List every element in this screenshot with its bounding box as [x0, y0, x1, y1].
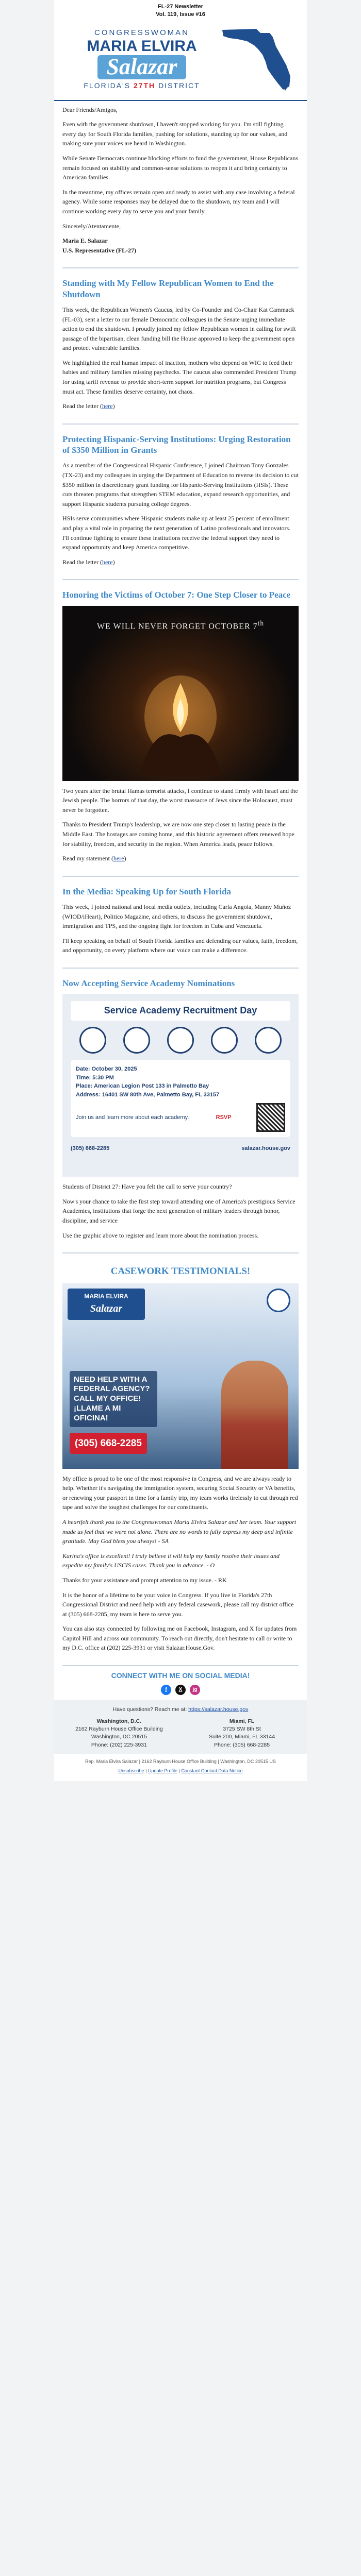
- section-title: Now Accepting Service Academy Nominations: [62, 978, 235, 988]
- data-notice-link[interactable]: Constant Contact Data Notice: [181, 1768, 243, 1773]
- legal-address: Rep. Maria Elvira Salazar | 2162 Rayburn House Office Building | Washington, DC 20515 US: [85, 1758, 276, 1764]
- banner-surname: Salazar: [97, 55, 187, 79]
- legal-links: Unsubscribe | Update Profile | Constant Contact Data Notice: [118, 1768, 243, 1773]
- section-paragraph: We highlighted the real human impact of inaction, mothers who depend on WIC to feed their babies and military families missing paychecks. The caucus also commended President Trump for using tariff revenue to provide short-term support for nutrition programs, but Congress must act. These families deserve certainty, not chaos.: [62, 359, 297, 395]
- read-more-line: Read the letter (here): [62, 558, 115, 566]
- section-paragraph: Two years after the brutal Hamas terrorist attacks, I continue to stand firmly with Israel and the Jewish people. The horrors of that day, the worst massacre of Jews since the Holocaust, must never be forgotten.: [62, 787, 298, 814]
- candle-image: [62, 606, 299, 781]
- image-caption: WE WILL NEVER FORGET OCTOBER 7th: [97, 619, 264, 631]
- rsvp-label: RSVP: [216, 1114, 232, 1121]
- flyer-site: salazar.house.gov: [241, 1145, 290, 1152]
- section-title: Honoring the Victims of October 7: One Step Closer to Peace: [62, 590, 291, 600]
- greeting: Dear Friends/Amigos,: [62, 106, 118, 113]
- october7-section: [54, 583, 307, 872]
- flyer-join-text: Join us and learn more about each academy.: [76, 1114, 189, 1121]
- section-title: CASEWORK TESTIMONIALS!: [110, 1266, 251, 1277]
- section-title: Standing with My Fellow Republican Women to End the Shutdown: [62, 278, 274, 299]
- media-section: [54, 880, 307, 964]
- read-letter-link[interactable]: here: [102, 558, 113, 566]
- casework-cta: NEED HELP WITH A FEDERAL AGENCY? CALL MY OFFICE! ¡LLAME A MI OFICINA!: [70, 1371, 157, 1428]
- footer-question: Have questions? Reach me at: https://salazar.house.gov: [112, 1706, 249, 1713]
- flyer-footer: [71, 1144, 290, 1153]
- read-letter-link[interactable]: here: [102, 402, 113, 410]
- divider: [62, 968, 299, 969]
- testimonial: Thanks for your assistance and prompt attention to my issue. - RK: [62, 1576, 227, 1584]
- flyer-phone: (305) 668-2285: [71, 1145, 110, 1152]
- newsletter-page: [54, 0, 307, 1781]
- divider: [62, 876, 299, 877]
- instagram-icon[interactable]: ig: [190, 1685, 200, 1695]
- section-paragraph: I'll keep speaking on behalf of South Florida families and defending our values, faith, freedom, and opportunity, on every platform where our voice can make a difference.: [62, 937, 298, 954]
- testimonial: Karina's office is excellent! I truly believe it will help my family resolve their issues and expedite my family's USCIS cases. Thank you in advance. - O: [62, 1552, 280, 1569]
- read-statement-link[interactable]: here: [113, 855, 124, 862]
- event-time: Time: 5:30 PM: [76, 1074, 114, 1081]
- academy-section: [54, 972, 307, 1249]
- newsletter-header: [54, 0, 307, 21]
- section-paragraph: As a member of the Congressional Hispanic Conference, I joined Chairman Tony Gonzales (TX-23) and my colleagues in urging the Department of Education to reverse its decision to cut $350 million in discretionary grant funding for Hispanic-Serving Institutions (HSIs). These cuts threaten programs that strengthen STEM education, expand research opportunities, and support Hispanic students pursuing college degrees.: [62, 462, 299, 507]
- casework-section: [54, 1257, 307, 1662]
- signature: Maria E. Salazar U.S. Representative (FL-27): [62, 237, 137, 254]
- section-paragraph: This week, I joined national and local media outlets, including Carla Angola, Manny Muñoz (WIOD/iHeart), Politico Magazine, and others, to discuss the government shutdown, immigration and TPS, and the ongoing fight for freedom in Cuba and Venezuela.: [62, 903, 291, 930]
- qr-code-icon[interactable]: [256, 1103, 285, 1132]
- academy-seals: [71, 1027, 290, 1054]
- section-paragraph: Thanks to President Trump's leadership, we are now one step closer to lasting peace in the Middle East. The hostages are coming home, and this historic agreement offers renewed hope for stability, freedom, and security in the region. When America leads, peace follows.: [62, 821, 294, 848]
- academy-seal-icon: [255, 1027, 282, 1054]
- academy-seal-icon: [123, 1027, 150, 1054]
- banner-district: FLORIDA'S 27TH DISTRICT: [84, 81, 200, 90]
- shutdown-section: [54, 272, 307, 420]
- facebook-icon[interactable]: f: [161, 1685, 171, 1695]
- office-addresses: [62, 1718, 299, 1749]
- academy-flyer[interactable]: [62, 994, 299, 1177]
- florida-map-icon: [220, 26, 298, 93]
- section-paragraph: It is the honor of a lifetime to be your voice in Congress. If you live in Florida's 27th Congressional District and need help with any federal casework, please call my district office at (305) 668-2285, my team is here to serve you.: [62, 1591, 294, 1618]
- read-more-line: Read my statement (here): [62, 855, 126, 862]
- banner-title: CONGRESSWOMAN: [94, 28, 189, 38]
- update-profile-link[interactable]: Update Profile: [147, 1768, 177, 1773]
- signoff: Sincerely/Atentamente,: [62, 222, 121, 230]
- section-paragraph: HSIs serve communities where Hispanic students make up at least 25 percent of enrollment and play a vital role in preparing the next generation of Latino professionals and innovators. I'll continue fighting to ensure these institutions receive the federal support they need to expand opportunity and keep America competitive.: [62, 515, 291, 551]
- testimonial: A heartfelt thank you to the Congresswoman Maria Elvira Salazar and her team. Your support made us feel that we were not alone. There are no words to fully express my deep and infinite gratitude. May God bless you always! - SA: [62, 1518, 297, 1545]
- section-paragraph: You can also stay connected by following me on Facebook, Instagram, and X for updates from Capitol Hill and across our community. To reach out directly, don't hesitate to call or write to my D.C. office at (202) 225-3931 or visit Salazar.House.Gov.: [62, 1625, 297, 1652]
- flyer-title: Service Academy Recruitment Day: [71, 1001, 290, 1021]
- section-title: In the Media: Speaking Up for South Florida: [62, 886, 231, 896]
- congress-seal-icon: [267, 1289, 290, 1312]
- academy-seal-icon: [167, 1027, 194, 1054]
- intro-section: [54, 101, 307, 265]
- dc-office: Washington, D.C. 2162 Rayburn House Office Building Washington, DC 20515 Phone: (202) 225-3931: [75, 1718, 163, 1748]
- social-heading: CONNECT WITH ME ON SOCIAL MEDIA!: [111, 1671, 250, 1680]
- candle-flame-icon: [62, 606, 299, 781]
- social-links: [54, 1685, 307, 1695]
- event-date: Date: October 30, 2025: [76, 1066, 137, 1073]
- header-banner: [54, 21, 307, 101]
- casework-logo: MARIA ELVIRA Salazar: [68, 1289, 145, 1320]
- casework-phone: (305) 668-2285: [70, 1433, 147, 1454]
- divider: [62, 1252, 299, 1253]
- event-place: Place: American Legion Post 133 in Palmetto Bay: [76, 1083, 209, 1090]
- newsletter-name: FL-27 Newsletter: [157, 4, 204, 10]
- section-paragraph: Use the graphic above to register and learn more about the nomination process.: [62, 1231, 259, 1239]
- academy-seal-icon: [211, 1027, 238, 1054]
- divider: [62, 1665, 299, 1666]
- academy-seal-icon: [79, 1027, 106, 1054]
- hsi-section: [54, 428, 307, 576]
- event-address: Address: 16401 SW 80th Ave, Palmetto Bay, FL 33157: [76, 1091, 220, 1098]
- divider: [62, 267, 299, 268]
- divider: [62, 423, 299, 425]
- section-paragraph: My office is proud to be one of the most responsive in Congress, and we are always ready to help. Whether it's navigating the immigration system, securing Social Security or VA benefits, or renewing your passport in time for a family trip, my team works tirelessly to cut through red tape and solve the toughest challenges for our constituents.: [62, 1475, 298, 1511]
- x-icon[interactable]: X: [175, 1685, 186, 1695]
- section-title: Protecting Hispanic-Serving Institutions: Urging Restoration of $350 Million in Grants: [62, 434, 291, 455]
- congresswoman-photo: [221, 1361, 288, 1469]
- section-paragraph: Now's your chance to take the first step toward attending one of America's prestigious Service Academies, institutions that forge the next generation of military leaders through honor, discipline, and service: [62, 1197, 296, 1224]
- casework-image: [62, 1283, 299, 1469]
- intro-paragraph: In the meantime, my offices remain open and ready to assist with any case involving a federal agency. While some responses may be delayed due to the shutdown, my team and I will continue working every day to serve you and your family.: [62, 188, 295, 215]
- read-more-line: Read the letter (here): [62, 402, 115, 410]
- intro-paragraph: Even with the government shutdown, I haven't stopped working for you. I'm still fighting every day for South Florida families, pushing for solutions, standing up for our values, and making sure your voices are heard in Washington.: [62, 121, 288, 147]
- website-link[interactable]: https://salazar.house.gov: [188, 1706, 249, 1713]
- banner-logo: [63, 27, 220, 91]
- divider: [62, 579, 299, 580]
- flyer-details: [71, 1060, 290, 1137]
- legal-footer: [0, 1754, 361, 1776]
- unsubscribe-link[interactable]: Unsubscribe: [118, 1768, 144, 1773]
- miami-office: Miami, FL 3725 SW 8th St Suite 200, Miami, FL 33144 Phone: (305) 668-2285: [209, 1718, 275, 1748]
- intro-paragraph: While Senate Democrats continue blocking efforts to fund the government, House Republicans remain focused on stability and common-sense solutions to reopen it and bring certainty to American families.: [62, 155, 298, 181]
- banner-name: MARIA ELVIRA: [87, 38, 197, 55]
- issue-number: Vol. 119, Issue #16: [156, 11, 205, 18]
- footer: [54, 1700, 307, 1754]
- section-paragraph: This week, the Republican Women's Caucus, led by Co-Founder and Co-Chair Kat Cammack (FL-03), sent a letter to our female Democratic colleagues in the Senate urging immediate action to end the shutdown. I proudly joined my fellow Republican women in calling for swift passage of the bipartisan, clean funding bill the House approved to keep the government open and protect vulnerable families.: [62, 306, 296, 352]
- section-paragraph: Students of District 27: Have you felt the call to serve your country?: [62, 1183, 232, 1191]
